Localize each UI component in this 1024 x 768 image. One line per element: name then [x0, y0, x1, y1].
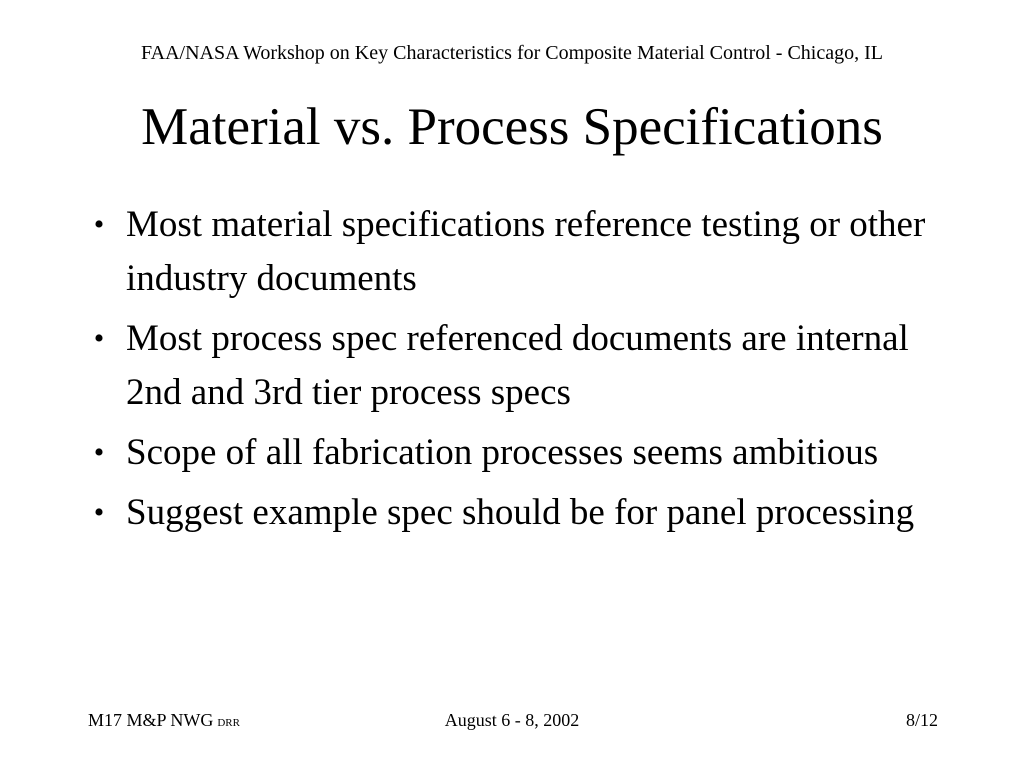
bullet-text: Suggest example spec should be for panel processing [126, 492, 915, 533]
slide-title: Material vs. Process Specifications [141, 98, 883, 156]
bullet-marker: • [93, 208, 105, 241]
bullet-marker: • [93, 436, 105, 469]
footer-author-initials: DRR [217, 717, 240, 729]
bullet-text: Most process spec referenced documents are internal 2nd and 3rd tier process specs [126, 318, 909, 413]
bullet-text: Most material specifications reference testing or other industry documents [126, 204, 926, 299]
workshop-header: FAA/NASA Workshop on Key Characteristics for Composite Material Control - Chicago, IL [141, 42, 883, 64]
slide-number: 8/12 [905, 710, 938, 730]
footer-organization-name: M17 M&P NWG [88, 710, 214, 730]
footer-date: August 6 - 8, 2002 [444, 710, 580, 730]
bullet-item [84, 312, 944, 420]
bullet-marker: • [93, 496, 105, 529]
bullet-item [84, 198, 944, 306]
bullet-list [84, 198, 944, 546]
slide-footer [0, 708, 1024, 732]
bullet-marker: • [93, 322, 105, 355]
bullet-item [84, 486, 944, 540]
bullet-item [84, 426, 944, 480]
bullet-text: Scope of all fabrication processes seems ambitious [126, 432, 879, 473]
